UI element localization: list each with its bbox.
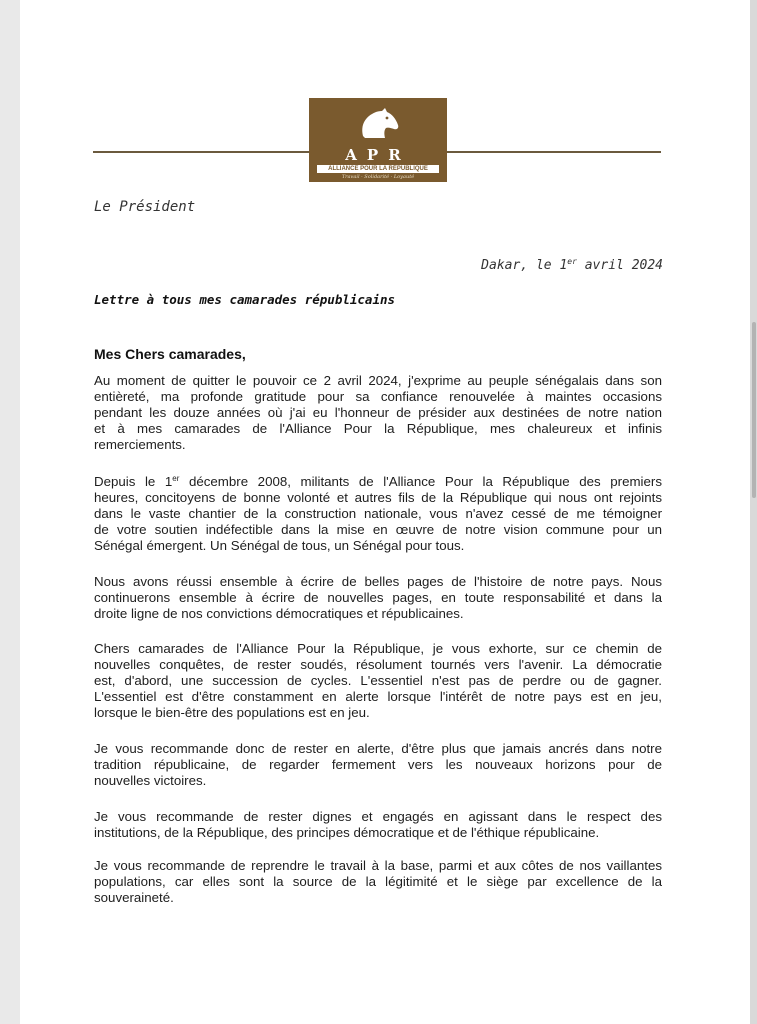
ordinal-sup: er (172, 474, 180, 483)
header-rule-right (447, 151, 661, 153)
text-line: nouvelles conquêtes, de rester soudés, résolument tournés vers l'avenir. La démocratie (94, 657, 662, 672)
paragraph-3 (94, 574, 662, 622)
text-line: Je vous recommande donc de rester en alerte, d'être plus que jamais ancrés dans notre (94, 741, 662, 756)
text-line: et à mes camarades de l'Alliance Pour la République, mes chaleureux et infinis (94, 421, 662, 436)
logo-full-name: ALLIANCE POUR LA RÉPUBLIQUE (317, 165, 439, 173)
text-line: Nous avons réussi ensemble à écrire de belles pages de l'histoire de notre pays. Nous (94, 574, 662, 589)
text-line: continuerons ensemble à écrire de nouvelles pages, en toute responsabilité et dans la (94, 590, 662, 605)
date-prefix: Dakar, le 1 (481, 258, 568, 273)
letter-subject: Lettre à tous mes camarades républicains (94, 292, 396, 307)
dateline (481, 257, 663, 273)
paragraph-7 (94, 858, 662, 906)
text-line: L'essentiel est d'être constamment en alerte lorsque l'intérêt de notre pays est en jeu, (94, 689, 662, 704)
text-line: entièreté, ma profonde gratitude pour sa confiance renouvelée à maintes occasions (94, 389, 662, 404)
text-line: Au moment de quitter le pouvoir ce 2 avril 2024, j'exprime au peuple sénégalais dans son (94, 373, 662, 388)
paragraph-5 (94, 741, 662, 789)
text-line: remerciements. (94, 437, 186, 452)
paragraph-1 (94, 373, 662, 453)
text-line: dans le vaste chantier de la construction nationale, vous n'avez cessé de me témoigner (94, 506, 662, 521)
text-line: heures, concitoyens de bonne volonté et autres fils de la République qui nous ont rejoints (94, 490, 662, 505)
text-line: Je vous recommande de rester dignes et engagés en agissant dans le respect des (94, 809, 662, 824)
logo-motto: Travail · Solidarité · Loyauté (341, 174, 415, 180)
paragraph-6 (94, 809, 662, 841)
paragraph-4 (94, 641, 662, 721)
text-fragment: Depuis le 1 (94, 474, 173, 489)
sender-title: Le Président (94, 199, 196, 215)
text-fragment: décembre 2008, militants de l'Alliance Pour la République des premiers (179, 474, 662, 489)
apr-logo (309, 98, 447, 182)
text-line: Je vous recommande de reprendre le travail à la base, parmi et aux côtes de nos vaillantes (94, 858, 662, 873)
logo-acronym: APR (345, 146, 411, 164)
text-line: tradition républicaine, de regarder fermement vers les nouveaux horizons pour de (94, 757, 662, 772)
text-line: souveraineté. (94, 890, 174, 905)
text-line: populations, car elles sont la source de la légitimité et le siège par excellence de la (94, 874, 662, 889)
salutation: Mes Chers camarades, (94, 346, 246, 362)
text-line: de votre soutien indéfectible dans la mise en œuvre de notre vision commune pour un (94, 522, 662, 537)
text-line: pendant les douze années où j'ai eu l'honneur de présider aux destinées de notre nation (94, 405, 662, 420)
text-line: droite ligne de nos convictions démocratiques et républicaines. (94, 606, 464, 621)
text-line: Chers camarades de l'Alliance Pour la République, je vous exhorte, sur ce chemin de (94, 641, 662, 656)
text-line: lorsque le bien-être des populations est en jeu. (94, 705, 370, 720)
horse-head-icon (355, 106, 401, 142)
paragraph-2 (94, 474, 662, 554)
date-suffix: avril 2024 (576, 258, 663, 273)
text-line (94, 474, 662, 490)
text-line: institutions, de la République, des principes démocratique et de l'éthique républicaine. (94, 825, 600, 840)
text-line: est, d'abord, une succession de cycles. L'essentiel n'est pas de perdre ou de gagner. (94, 673, 662, 688)
scrollbar-thumb[interactable] (752, 322, 756, 498)
header-rule-left (93, 151, 309, 153)
text-line: nouvelles victoires. (94, 773, 207, 788)
scrollbar-track[interactable] (750, 0, 757, 1024)
date-sup: er (567, 257, 577, 266)
text-line: Sénégal émergent. Un Sénégal de tous, un Sénégal pour tous. (94, 538, 465, 553)
